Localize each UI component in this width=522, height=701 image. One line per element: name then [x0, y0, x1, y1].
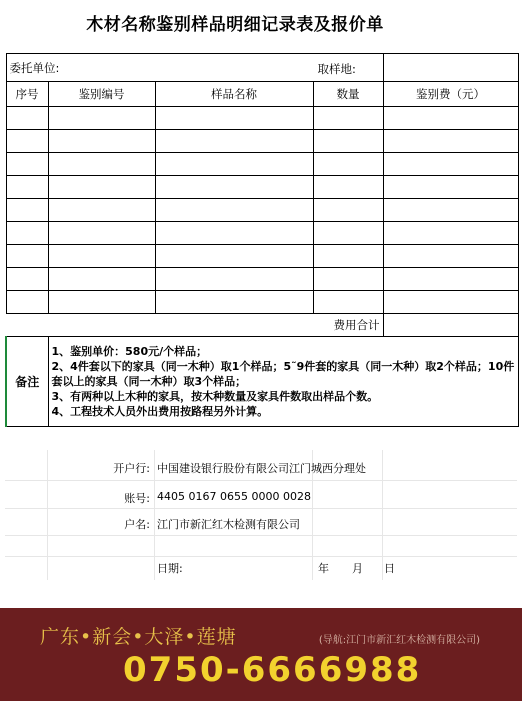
account-name-label: 户名:	[124, 518, 150, 531]
total-value-field[interactable]	[383, 314, 518, 337]
table-cell[interactable]	[6, 245, 48, 268]
date-month: 月	[352, 562, 363, 575]
table-row	[6, 176, 518, 199]
table-cell[interactable]	[48, 222, 155, 245]
note-line: 4、工程技术人员外出费用按路程另外计算。	[51, 405, 269, 418]
table-cell[interactable]	[48, 199, 155, 222]
total-row	[6, 314, 518, 337]
table-cell[interactable]	[48, 107, 155, 130]
table-cell[interactable]	[383, 222, 518, 245]
table-cell[interactable]	[383, 245, 518, 268]
client-label	[6, 54, 383, 82]
note-line: 1、鉴别单价：580元/个样品；	[51, 345, 208, 358]
region-text: 广东•新会•大泽•莲塘	[40, 626, 237, 648]
table-cell[interactable]	[383, 176, 518, 199]
sample-location-label: 取样地:	[317, 62, 356, 76]
page-title: 木材名称鉴别样品明细记录表及报价单	[86, 15, 384, 35]
table-row	[6, 153, 518, 176]
table-cell[interactable]	[6, 130, 48, 153]
table-cell[interactable]	[313, 199, 383, 222]
table-row	[6, 107, 518, 130]
table-cell[interactable]	[383, 291, 518, 314]
table-cell[interactable]	[155, 176, 313, 199]
table-row	[6, 222, 518, 245]
col-header-id: 鉴别编号	[48, 82, 155, 107]
table-cell[interactable]	[48, 268, 155, 291]
table-cell[interactable]	[383, 268, 518, 291]
table-cell[interactable]	[48, 130, 155, 153]
notes-label: 备注	[6, 337, 48, 427]
account-row	[0, 490, 522, 516]
account-value: 4405 0167 0655 0000 0028	[157, 490, 311, 503]
table-cell[interactable]	[6, 153, 48, 176]
table-cell[interactable]	[313, 222, 383, 245]
sheet-gridline	[5, 556, 517, 557]
table-cell[interactable]	[48, 153, 155, 176]
col-header-quantity: 数量	[313, 82, 383, 107]
table-cell[interactable]	[6, 176, 48, 199]
client-row	[6, 54, 518, 82]
table-row	[6, 268, 518, 291]
navigation-hint: (导航:江门市新汇红木检测有限公司)	[318, 635, 480, 646]
table-cell[interactable]	[155, 153, 313, 176]
notes-content	[48, 337, 518, 427]
table-cell[interactable]	[6, 222, 48, 245]
table-cell[interactable]	[313, 268, 383, 291]
table-cell[interactable]	[48, 291, 155, 314]
bank-label: 开户行:	[113, 462, 150, 475]
table-cell[interactable]	[313, 245, 383, 268]
contact-banner	[0, 608, 522, 701]
table-cell[interactable]	[313, 130, 383, 153]
table-cell[interactable]	[313, 176, 383, 199]
table-row	[6, 130, 518, 153]
total-label: 费用合计	[6, 314, 383, 337]
sample-location-field[interactable]	[383, 54, 518, 82]
table-cell[interactable]	[383, 130, 518, 153]
note-line: 2、4件套以下的家具（同一木种）取1个样品；5˜9件套的家具（同一木种）取2个样品；10件套以上的家具（同一木种）取3个样品；	[51, 360, 515, 388]
col-header-index: 序号	[6, 82, 48, 107]
table-cell[interactable]	[48, 176, 155, 199]
table-cell[interactable]	[313, 107, 383, 130]
table-cell[interactable]	[155, 130, 313, 153]
phone-number[interactable]: 0750-6666988	[123, 650, 422, 690]
account-label: 账号:	[124, 492, 150, 505]
date-year: 年	[318, 562, 329, 575]
client-label-text: 委托单位:	[9, 60, 60, 75]
sample-table	[5, 53, 519, 427]
date-label: 日期:	[157, 562, 183, 575]
table-cell[interactable]	[383, 107, 518, 130]
table-row	[6, 199, 518, 222]
table-cell[interactable]	[155, 291, 313, 314]
table-cell[interactable]	[155, 199, 313, 222]
col-header-fee: 鉴别费（元）	[383, 82, 518, 107]
table-cell[interactable]	[6, 199, 48, 222]
name-row	[0, 516, 522, 542]
table-cell[interactable]	[383, 153, 518, 176]
col-header-sample-name: 样品名称	[155, 82, 313, 107]
table-cell[interactable]	[155, 107, 313, 130]
date-day: 日	[384, 562, 395, 575]
bank-row	[0, 460, 522, 486]
table-cell[interactable]	[6, 268, 48, 291]
notes-row	[6, 337, 518, 427]
table-header-row	[6, 82, 518, 107]
table-cell[interactable]	[6, 291, 48, 314]
table-cell[interactable]	[155, 268, 313, 291]
table-cell[interactable]	[155, 245, 313, 268]
note-line: 3、有两种以上木种的家具，按木种数量及家具件数取出样品个数。	[51, 390, 379, 403]
table-row	[6, 291, 518, 314]
bank-value: 中国建设银行股份有限公司江门城西分理处	[157, 462, 366, 475]
table-cell[interactable]	[48, 245, 155, 268]
table-cell[interactable]	[383, 199, 518, 222]
account-name-value: 江门市新汇红木检测有限公司	[157, 518, 300, 531]
table-cell[interactable]	[6, 107, 48, 130]
table-cell[interactable]	[313, 291, 383, 314]
table-cell[interactable]	[155, 222, 313, 245]
table-row	[6, 245, 518, 268]
table-cell[interactable]	[313, 153, 383, 176]
